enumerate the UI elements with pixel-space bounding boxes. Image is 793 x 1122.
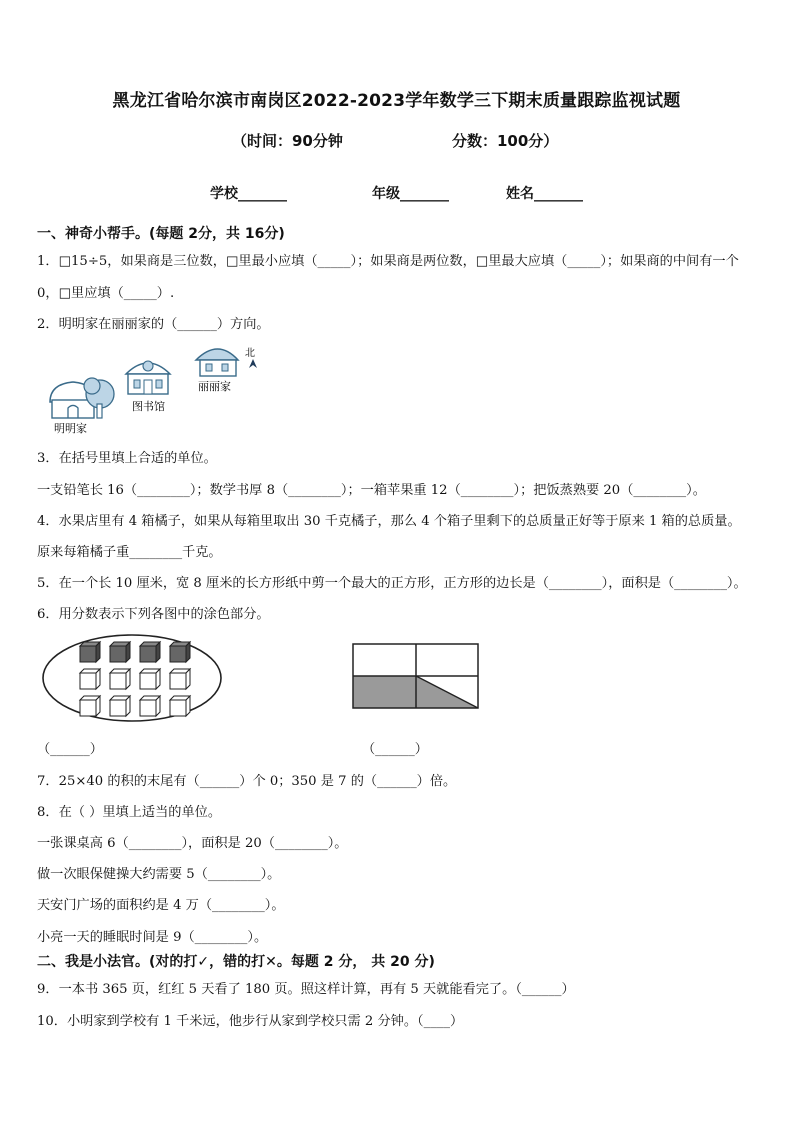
question-8: 8．在（ ）里填上适当的单位。 [37,805,222,820]
section-2-heading: 二、我是小法官。(对的打✓，错的打✕。每题 2 分， 共 20 分) [37,954,435,970]
cube [170,696,190,716]
question-4-line-1: 4．水果店里有 4 箱橘子，如果从每箱里取出 30 千克橘子，那么 4 个箱子里剩下的总质量正好等于原来 1 箱的总质量。 [37,514,741,529]
question-6-blank-right[interactable]: （______） [362,742,428,757]
library-label: 图书馆 [132,400,165,413]
exam-time: （时间：90分钟 [232,132,343,150]
question-1-line-2: 0，□里应填（_____）. [37,286,175,301]
cube [110,696,130,716]
question-8-line-3: 天安门广场的面积约是 4 万（________）。 [37,898,285,913]
north-label: 北 [245,348,255,359]
lili-label: 丽丽家 [198,380,231,393]
grade-field[interactable]: 年级_______ [372,186,449,202]
page-title: 黑龙江省哈尔滨市南岗区2022-2023学年数学三下期末质量跟踪监视试题 [112,91,681,111]
cube [110,669,130,689]
question-9: 9．一本书 365 页，红红 5 天看了 180 页。照这样计算，再有 5 天就能看完了。（______） [37,982,575,997]
lili-house-icon [196,349,238,376]
cube [170,669,190,689]
question-4-line-2: 原来每箱橘子重________千克。 [37,545,222,560]
shaded-cube [170,642,190,662]
mingming-house-icon [50,378,114,418]
exam-score: 分数：100分） [452,132,559,150]
question-5: 5．在一个长 10 厘米，宽 8 厘米的长方形纸中剪一个最大的正方形，正方形的边长是（________），面积是（________）。 [37,576,747,591]
school-field[interactable]: 学校_______ [210,186,287,202]
question-10: 10．小明家到学校有 1 千米远，他步行从家到学校只需 2 分钟。（____） [37,1014,464,1029]
question-3: 3．在括号里填上合适的单位。 [37,451,217,466]
cubes-ellipse [43,635,221,721]
question-2: 2．明明家在丽丽家的（______）方向。 [37,317,270,332]
question-1-line-1: 1．□15÷5，如果商是三位数，□里最小应填（_____）；如果商是两位数，□里最大应填（_____）；如果商的中间有一个 [37,254,739,269]
question-7: 7．25×40 的积的末尾有（______）个 0；350 是 7 的（______）倍。 [37,774,457,789]
question-6-blank-left[interactable]: （______） [37,742,103,757]
north-arrow-icon [249,359,257,368]
cubes-figure [40,630,230,730]
cube [80,669,100,689]
cube [140,669,160,689]
cube [80,696,100,716]
section-1-heading: 一、神奇小帮手。(每题 2分，共 16分) [37,226,285,242]
mingming-label: 明明家 [54,422,87,435]
map-figure [40,340,270,440]
shaded-cube [80,642,100,662]
question-3-line: 一支铅笔长 16（________）；数学书厚 8（________）；一箱苹果重 12（________）；把饭蒸熟要 20（________）。 [37,483,706,498]
question-6: 6．用分数表示下列各图中的涂色部分。 [37,607,270,622]
question-8-line-1: 一张课桌高 6（________），面积是 20（________）。 [37,836,348,851]
question-8-line-2: 做一次眼保健操大约需要 5（________）。 [37,867,281,882]
rectangle-figure [350,642,482,712]
cube [140,696,160,716]
shaded-cube [140,642,160,662]
question-8-line-4: 小亮一天的睡眠时间是 9（________）。 [37,930,268,945]
shaded-square [353,676,416,708]
library-icon [126,361,170,394]
name-field[interactable]: 姓名_______ [506,186,583,202]
shaded-cube [110,642,130,662]
